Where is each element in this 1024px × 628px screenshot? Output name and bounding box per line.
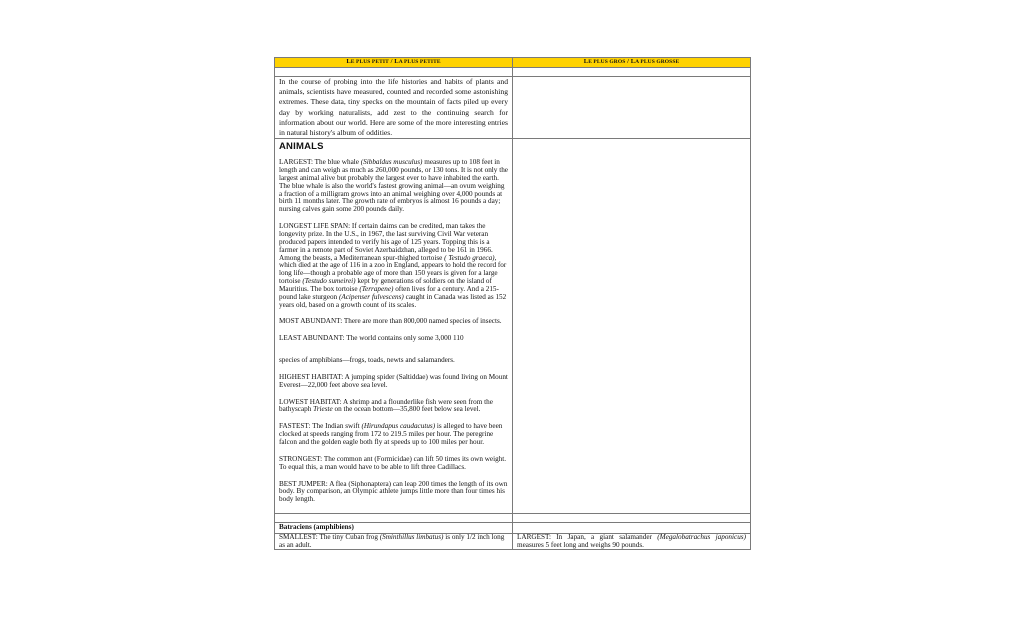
entry-largest: LARGEST: The blue whale (Sibbaldus musculus) measures up to 108 feet in length and can weigh as much as 260,000 pounds, or 130 tons. It is not only the largest animal alive but probably the largest ever to have inhabited the earth. The blue whale is also the world's fastest growing animal—an ovum weighing a fraction of a milligram grows into an animal weighing over 4,000 pounds at birth 11 months later. The growth rate of embryos is almost 16 pounds a day; nursing calves gain some 200 pounds daily.	[279, 158, 508, 214]
comparison-table	[274, 57, 751, 550]
section-title: ANIMALS	[279, 141, 324, 153]
entry-least-abundant-line1: LEAST ABUNDANT: The world contains only some 3,000 110	[279, 334, 464, 343]
amphibian-entries-row	[275, 534, 751, 550]
document-page	[274, 57, 750, 628]
entry-largest-salamander: LARGEST: In Japan, a giant salamander (Megalobatrachus japonicus) measures 5 feet long and weighs 90 pounds.	[513, 534, 751, 550]
entry-most-abundant: MOST ABUNDANT: There are more than 800,000 named species of insects.	[279, 317, 502, 326]
intro-row	[275, 77, 751, 139]
spacer-row-2	[275, 514, 751, 523]
entry-smallest-frog: SMALLEST: The tiny Cuban frog (Sminthillus limbatus) is only 1/2 inch long as an adult.	[275, 534, 513, 550]
header-largest: LE PLUS GROS / LA PLUS GROSSE	[513, 58, 751, 68]
entry-longest-life-span: LONGEST LIFE SPAN: If certain daims can be credited, man takes the longevity prize. In the U.S., in 1967, the last surviving Civil War veteran produced papers intended to verify his age of 125 years. Topping this is a farmer in a remote part of Soviet Azerbaidzhan, alleged to be 161 in 1966. Among the beasts, a Mediterranean spur-thighed tortoise ( Testudo graeca), which died at the age of 116 in a zoo in England, appears to hold the record for long life—though a probable age of more than 150 years is given for a large tortoise (Testudo sumeirei) kept by generations of soldiers on the island of Mauritius. The box tortoise (Terrapene) often lives for a century. And a 215-pound lake sturgeon (Acipenser fulvescens) caught in Canada was listed as 152 years old, based on a growth count of its scales.	[279, 222, 507, 309]
entry-fastest: FASTEST: The Indian swift (Hirundapus caudacutus) is alleged to have been clocked at speeds ranging from 172 to 219.5 miles per hour. The peregrine falcon and the golden eagle both fly at speeds up to 100 miles per hour.	[279, 422, 503, 446]
animals-row	[275, 139, 751, 514]
intro-paragraph: In the course of probing into the life histories and habits of plants and animals, scientists have measured, counted and recorded some astonishing extremes. These data, tiny specks on the mountain of facts piled up every day by working naturalists, add zest to the continuing search for information about our world. Here are some of the more interesting entries in natural history's album of oddities.	[275, 77, 513, 139]
entry-highest-habitat: HIGHEST HABITAT: A jumping spider (Saltiddae) was found living on Mount Everest—22,000 feet above sea level.	[279, 372, 508, 389]
entry-lowest-habitat: LOWEST HABITAT: A shrimp and a flounderlike fish were seen from the bathyscaph Trieste on the ocean bottom—35,800 feet below sea level.	[279, 397, 493, 414]
entry-strongest: STRONGEST: The common ant (Formicidae) can lift 50 times its own weight. To equal this, a man would have to be able to lift three Cadillacs.	[279, 454, 507, 471]
header-smallest: LE PLUS PETIT / LA PLUS PETITE	[275, 58, 513, 68]
animals-cell	[275, 139, 513, 514]
entry-least-abundant-line2: species of amphibians—frogs, toads, newts and salamanders.	[279, 356, 455, 365]
batraciens-heading: Batraciens (amphibiens)	[275, 523, 513, 534]
batraciens-row	[275, 523, 751, 534]
entry-best-jumper: BEST JUMPER: A flea (Siphonaptera) can leap 200 times the length of its own body. By comparison, an Olympic athlete jumps little more than four times his body length.	[279, 479, 508, 504]
spacer-row	[275, 68, 751, 77]
header-row	[275, 58, 751, 68]
